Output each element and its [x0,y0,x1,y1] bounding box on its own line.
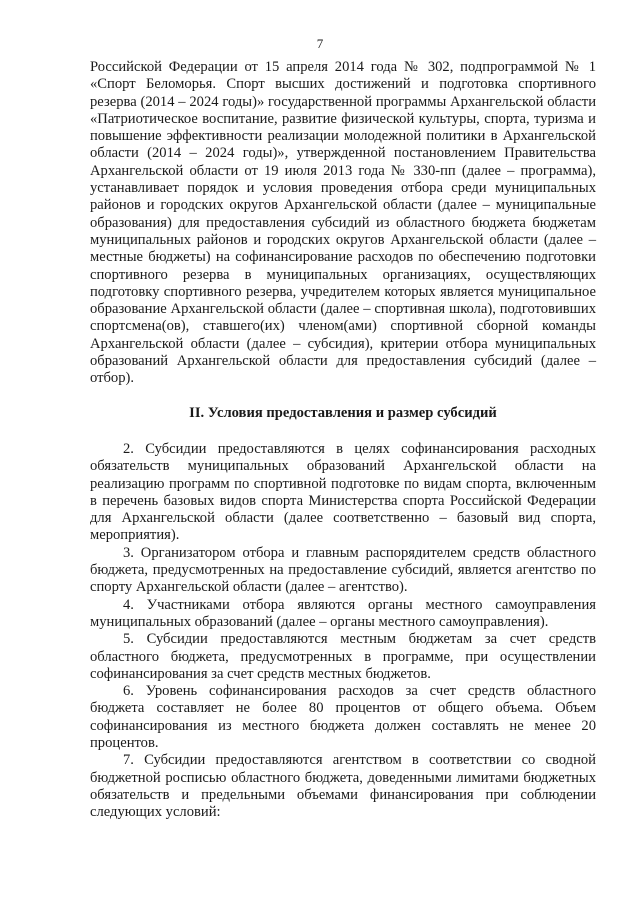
paragraph-3: 3. Организатором отбора и главным распорядителем средств областного бюджета, предусмотренных на предоставление субсидий, является агентство по спорту Архангельской области (далее – агентство). [90,544,596,596]
paragraph-2: 2. Субсидии предоставляются в целях софинансирования расходных обязательств муниципальных образований Архангельской области на реализацию программ по спортивной подготовке по видам спорта, включенным в перечень базовых видов спорта Министерства спорта Российской Федерации для Архангельской области (далее соответственно – базовый вид спорта, мероприятия). [90,440,596,544]
page-number: 7 [316,36,324,51]
paragraph-5: 5. Субсидии предоставляются местным бюджетам за счет средств областного бюджета, предусмотренных в программе, при осуществлении софинансирования за счет средств местных бюджетов. [90,631,596,682]
document-body [90,59,596,821]
section-title: II. Условия предоставления и размер субсидий [189,404,497,421]
paragraph-4: 4. Участниками отбора являются органы местного самоуправления муниципальных образований (далее – органы местного самоуправления). [90,596,596,630]
intro-paragraph: Российской Федерации от 15 апреля 2014 года № 302, подпрограммой № 1 «Спорт Беломорья. Спорт высших достижений и подготовка спортивного резерва (2014 – 2024 годы)» государственной программы Архангельской области «Патриотическое воспитание, развитие физической культуры, спорта, туризма и повышение эффективности реализации молодежной политики в Архангельской области (2014 – 2024 годы)», утвержденной постановлением Правительства Архангельской области от 19 июля 2013 года № 330-пп (далее – программа), устанавливает порядок и условия проведения отбора среди муниципальных районов и городских округов Архангельской области (далее – муниципальные образования) для предоставления субсидий из областного бюджета бюджетам муниципальных районов и городских округов Архангельской области (далее – местные бюджеты) на софинансирование расходов по обеспечению подготовки спортивного резерва в муниципальных организациях, осуществляющих подготовку спортивного резерва, учредителем которых является муниципальное образование Архангельской области (далее – спортивная школа), подготовивших спортсмена(ов), ставшего(их) членом(ами) спортивной сборной команды Архангельской области (далее – субсидия), критерии отбора муниципальных образований Архангельской области для предоставления субсидий (далее – отбор). [90,59,596,387]
paragraph-7: 7. Субсидии предоставляются агентством в соответствии со сводной бюджетной росписью областного бюджета, доведенными лимитами бюджетных обязательств и предельными объемами финансирования при соблюдении следующих условий: [90,752,596,821]
paragraph-6: 6. Уровень софинансирования расходов за счет средств областного бюджета составляет не более 80 процентов от общего объема. Объем софинансирования из местного бюджета должен составлять не менее 20 процентов. [90,683,596,751]
